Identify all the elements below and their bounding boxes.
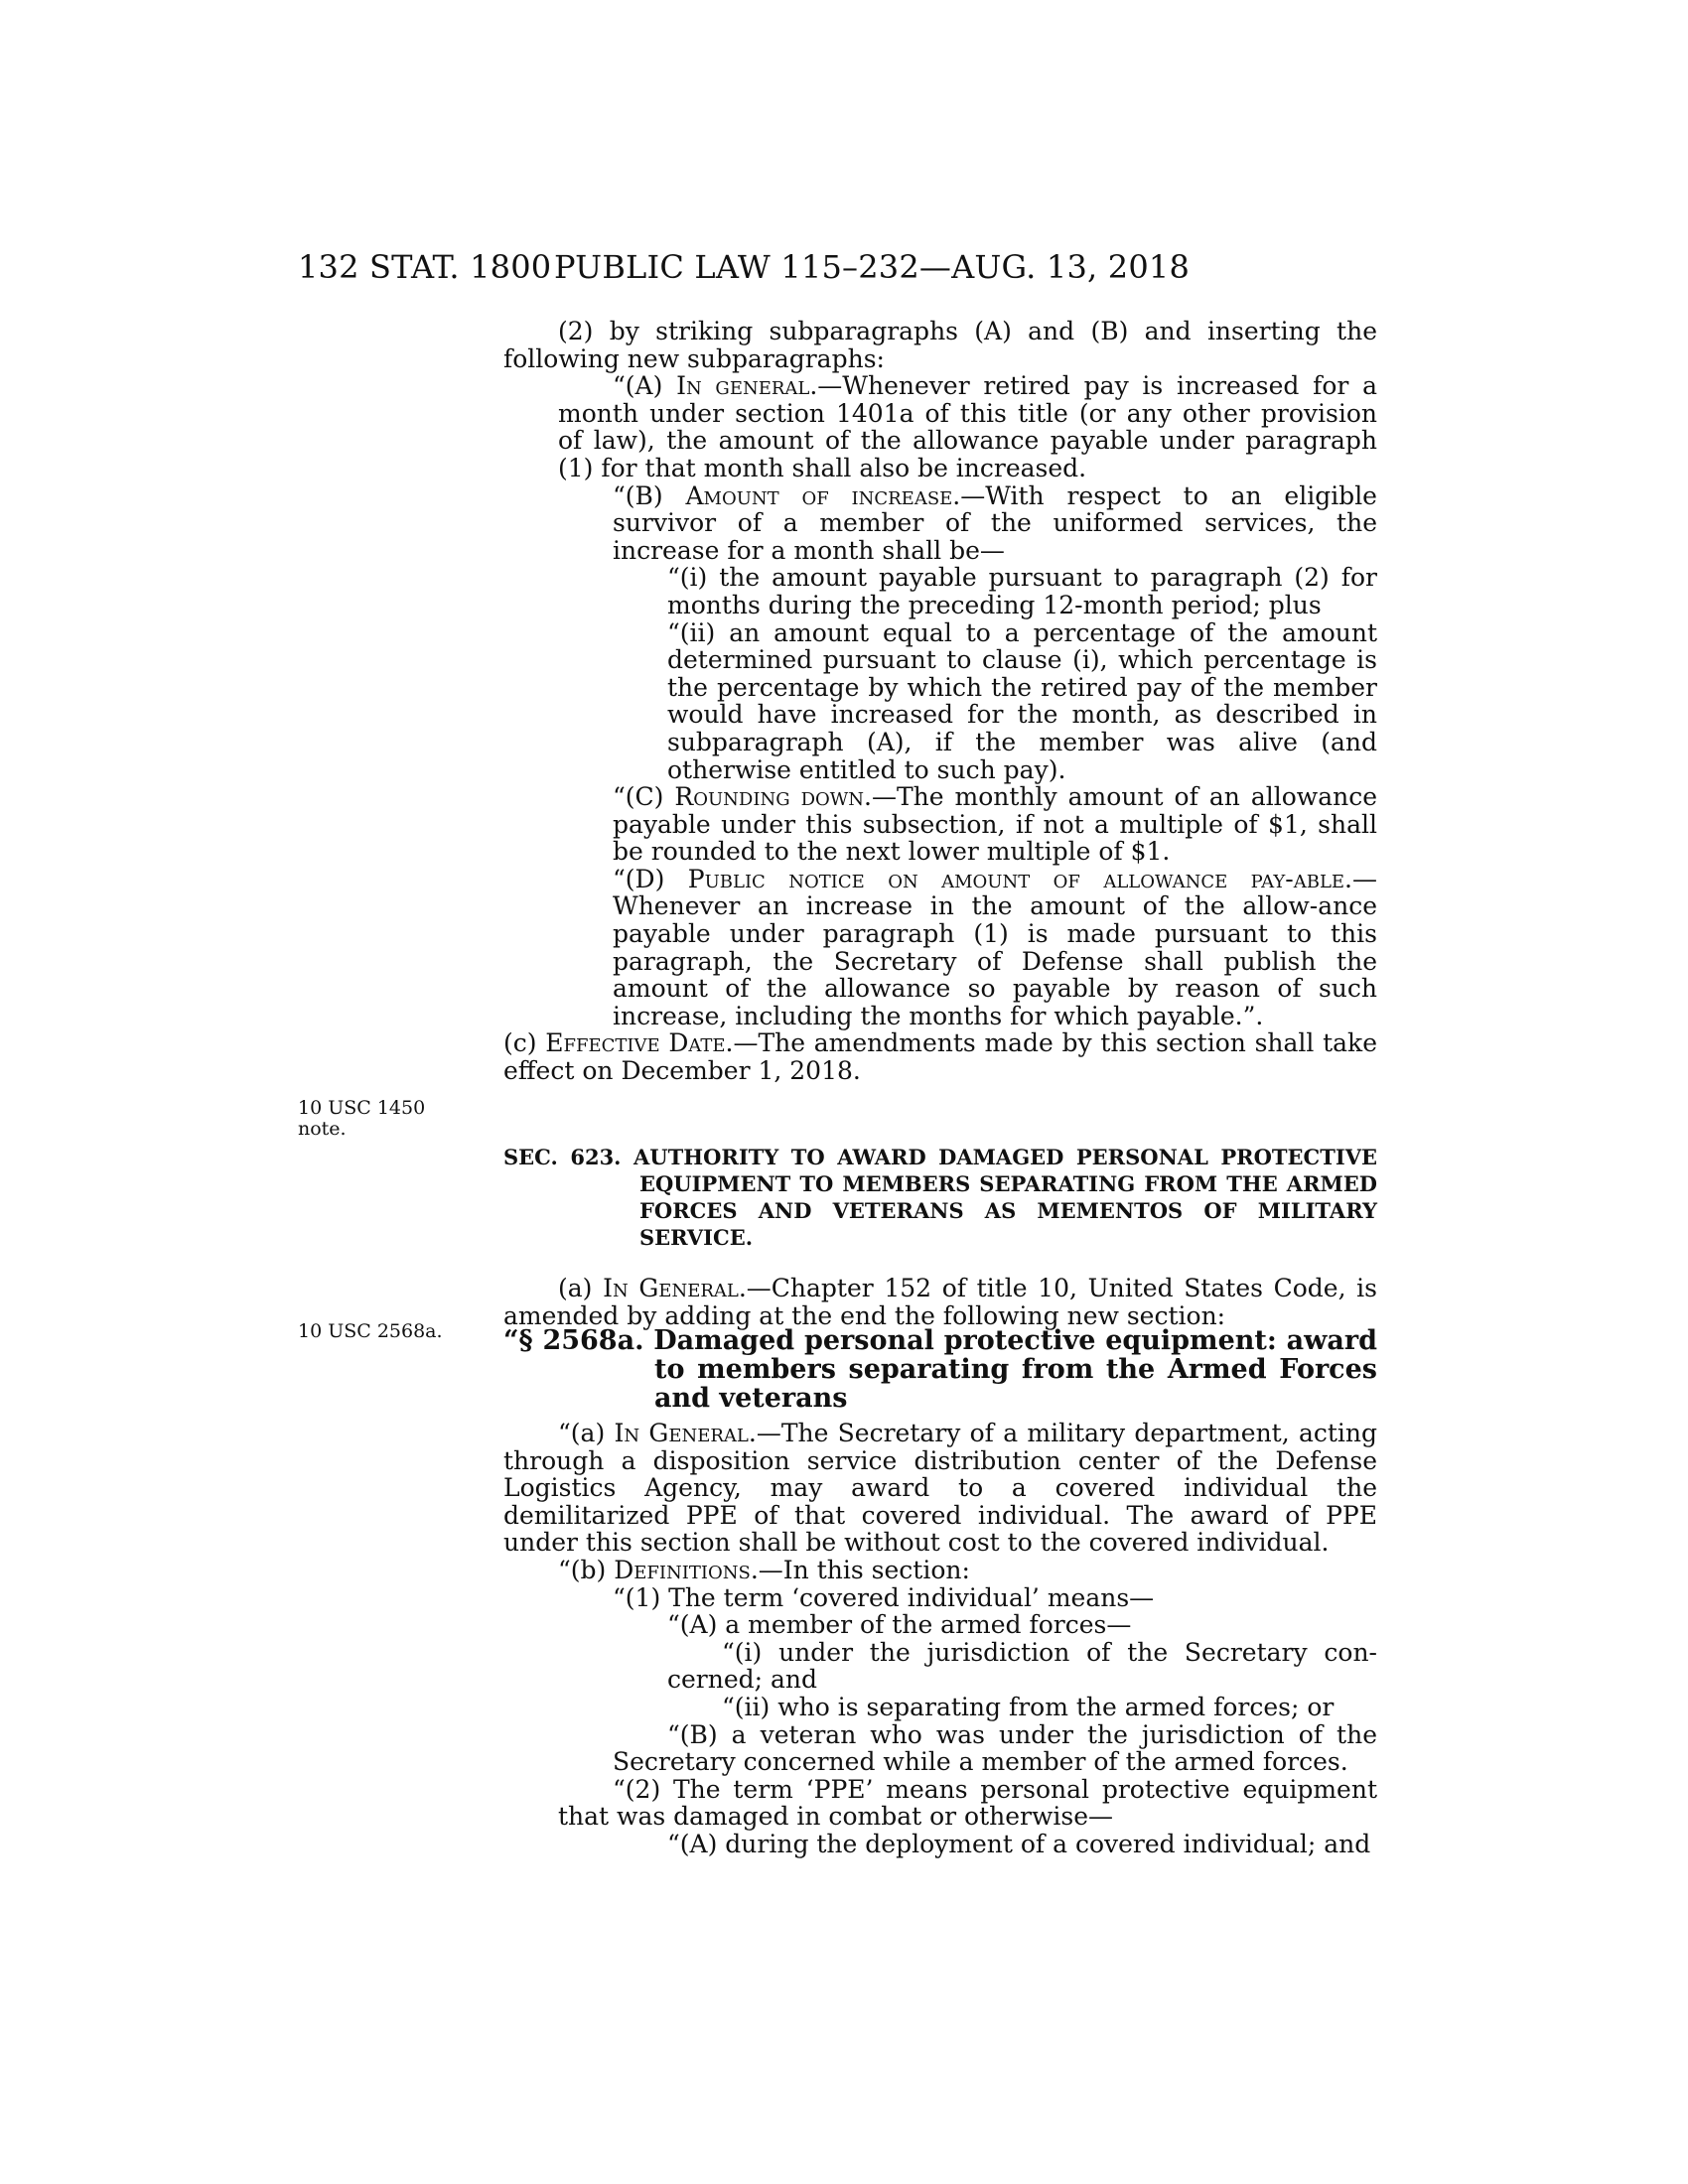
- running-head: PUBLIC LAW 115–232—AUG. 13, 2018: [554, 248, 1191, 286]
- subsection-b: [503, 1557, 1377, 1584]
- subsection-a-in-general: [503, 1275, 1377, 1329]
- subparagraph-heading: In general: [676, 371, 810, 401]
- subsection-heading: Effective Date: [545, 1028, 726, 1058]
- amendment-text-block: [503, 318, 1377, 1085]
- section-2568a-title: “§ 2568a. Damaged personal protective equipment: award to members separating from the Armed Forces and veterans: [503, 1325, 1377, 1414]
- lead: “(C): [613, 782, 675, 812]
- margin-note-2568a: 10 USC 2568a.: [298, 1320, 443, 1342]
- section-2568a-text: [503, 1420, 1377, 1858]
- definition-1: “(1) The term ‘covered individual’ means—: [613, 1582, 1155, 1612]
- definition-1-a-ii: “(ii) who is separating from the armed forces; or: [722, 1692, 1335, 1721]
- section-623-text: [503, 1275, 1377, 1329]
- definition-1-b: “(B) a veteran who was under the jurisdiction of the Secretary concerned while a member of the armed forces.: [613, 1719, 1377, 1777]
- subsection-body: .—Chapter 152 of title 10, United States Code, is amended by adding at the end the following new section:: [503, 1274, 1378, 1330]
- subparagraph-d: [503, 866, 1377, 1030]
- margin-note-line: 10 USC 1450: [298, 1097, 426, 1119]
- subparagraph-b: [503, 482, 1377, 565]
- margin-note-1450: [298, 1098, 457, 1140]
- paragraph-2: (2) by striking subparagraphs (A) and (B) and inserting the following new subparagraphs:: [503, 317, 1377, 373]
- subsection-heading: In General: [614, 1419, 749, 1447]
- lead: “(A): [613, 371, 677, 401]
- definition-1-a: “(A) a member of the armed forces—: [667, 1610, 1132, 1640]
- clause-i: “(i) the amount payable pursuant to paragraph (2) for months during the preceding 12-month period; plus: [667, 563, 1377, 619]
- margin-note-line: note.: [298, 1118, 347, 1140]
- subsection-heading: In General: [603, 1274, 739, 1302]
- subparagraph-body: .—The monthly amount of an allowance payable under this subsection, if not a multiple of $1, shall be rounded to the next lower multiple of $1.: [613, 782, 1378, 867]
- lead: “(B): [613, 480, 686, 510]
- subparagraph-heading: Rounding down: [674, 782, 865, 812]
- subsection-a: [503, 1420, 1377, 1557]
- subparagraph-heading: Public notice on amount of allowance pay-able: [687, 864, 1345, 893]
- subparagraph-body: .—Whenever an increase in the amount of the allow-ance payable under paragraph (1) is made pursuant to this paragraph, the Secretary of Defense shall publish the amount of the allowance so payable by reason of such increase, including the months for which payable.”.: [613, 864, 1377, 1030]
- definition-2-a: “(A) during the deployment of a covered individual; and: [667, 1829, 1371, 1858]
- subparagraph-heading: Amount of increase: [685, 480, 953, 510]
- definition-1-a-i: “(i) under the jurisdiction of the Secretary con-cerned; and: [667, 1637, 1377, 1695]
- subparagraph-body: .—Whenever retired pay is increased for a month under section 1401a of this title (or any other provision of law), the amount of the allowance payable under paragraph (1) for that month shall also be increased.: [558, 371, 1377, 482]
- clause-ii: “(ii) an amount equal to a percentage of the amount determined pursuant to clause (i), which percentage is the percentage by which the retired pay of the member would have increased for the month, as described in subparagraph (A), if the member was alive (and otherwise entitled to such pay).: [667, 617, 1377, 784]
- lead: “(D): [613, 864, 688, 893]
- subparagraph-body: .—With respect to an eligible survivor of a member of the uniformed services, the increase for a month shall be—: [613, 480, 1377, 565]
- lead: “(a): [558, 1419, 615, 1447]
- subparagraph-c: [503, 783, 1377, 866]
- subsection-body: .—The Secretary of a military department, acting through a disposition service distribution center of the Defense Logistics Agency, may award to a covered individual the demilitarized PPE of that covered individual. The award of PPE under this section shall be without cost to the covered individual.: [503, 1419, 1378, 1558]
- subparagraph-a: [503, 372, 1377, 481]
- effective-date: [503, 1029, 1377, 1084]
- section-623-heading: SEC. 623. AUTHORITY TO AWARD DAMAGED PERSONAL PROTECTIVE EQUIPMENT TO MEMBERS SEPARATING FROM THE ARMED FORCES AND VETERANS AS MEMENTOS OF MILITARY SERVICE.: [503, 1145, 1377, 1250]
- lead: “(b): [558, 1555, 615, 1584]
- subsection-body: .—In this section:: [750, 1555, 970, 1584]
- subsection-body: .—The amendments made by this section shall take effect on December 1, 2018.: [503, 1028, 1378, 1086]
- lead: (c): [503, 1028, 546, 1058]
- definition-2: “(2) The term ‘PPE’ means personal protective equipment that was damaged in combat or otherwise—: [558, 1774, 1377, 1832]
- subsection-heading: Definitions: [614, 1555, 751, 1584]
- lead: (a): [558, 1274, 604, 1302]
- page-number: 132 STAT. 1800: [298, 248, 552, 286]
